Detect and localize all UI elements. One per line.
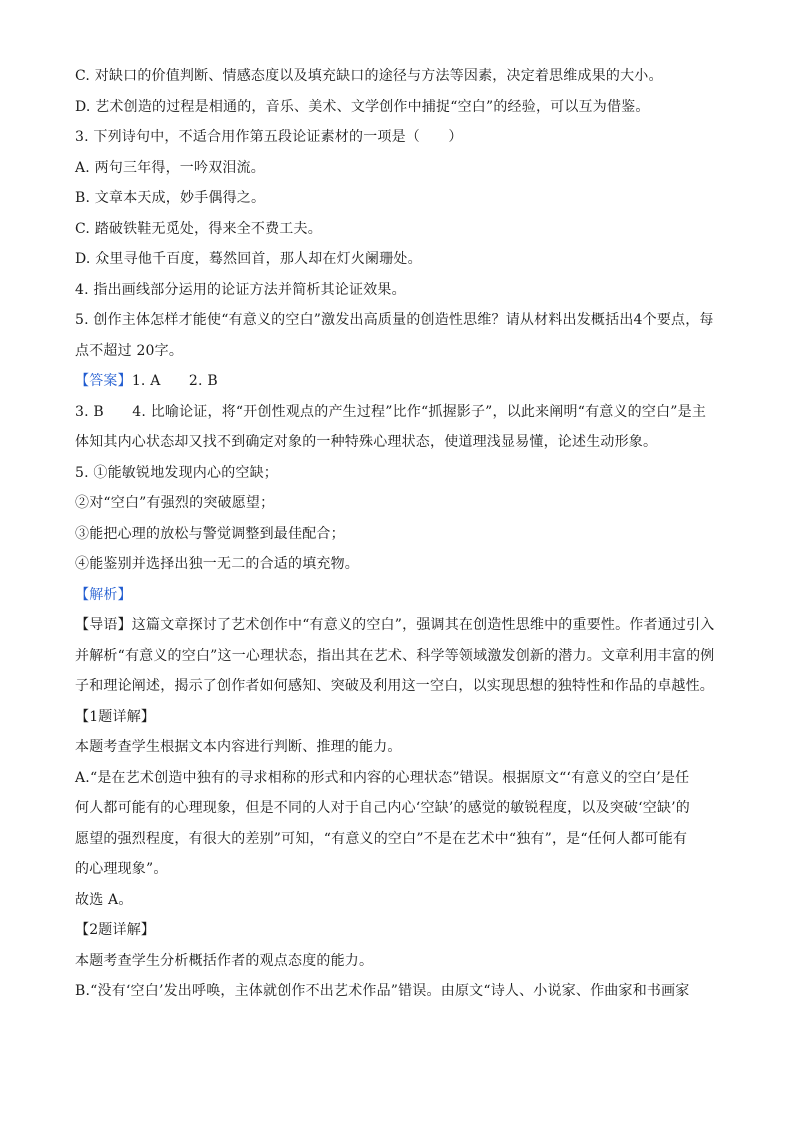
line-text: ④能鉴别并选择出独一无二的合适的填充物。	[75, 556, 359, 572]
line-text: 4. 指出画线部分运用的论证方法并简析其论证效果。	[75, 281, 406, 298]
text-line	[75, 61, 723, 92]
line-text: A.“是在艺术创造中独有的寻求相称的形式和内容的心理状态”错误。根据原文“‘有意义的空白’是任	[75, 769, 690, 786]
text-line	[75, 915, 723, 946]
text-line	[75, 702, 723, 733]
text-line	[75, 671, 723, 702]
line-text: 【1题详解】	[75, 708, 156, 725]
text-line	[75, 885, 723, 916]
text-line	[75, 214, 723, 245]
line-text: 体知其内心状态却又找不到确定对象的一种特殊心理状态，使道理浅显易懂，论述生动形象。	[75, 434, 658, 450]
text-line	[75, 732, 723, 763]
text-line	[75, 519, 723, 550]
text-line	[75, 763, 723, 794]
text-line	[75, 458, 723, 489]
text-line	[75, 854, 723, 885]
text-line	[75, 549, 723, 580]
section-label: 【解析】	[75, 586, 132, 603]
text-line	[75, 275, 723, 306]
line-text: C. 踏破铁鞋无觅处，得来全不费工夫。	[75, 220, 322, 237]
line-text: A. 两句三年得，一吟双泪流。	[75, 159, 266, 176]
line-text: 本题考查学生分析概括作者的观点态度的能力。	[75, 952, 374, 969]
text-line	[75, 946, 723, 977]
line-text: 点不超过 20字。	[75, 342, 184, 359]
line-text: C. 对缺口的价值判断、情感态度以及填充缺口的途径与方法等因素，决定着思维成果的大小。	[75, 68, 663, 84]
text-line	[75, 153, 723, 184]
line-text: 子和理论阐述，揭示了创作者如何感知、突破及利用这一空白，以实现思想的独特性和作品的卓越性。	[75, 678, 714, 694]
text-line	[75, 641, 723, 672]
text-line	[75, 244, 723, 275]
line-text: B.“没有‘空白’发出呼唤，主体就创作不出艺术作品”错误。由原文“诗人、小说家、作曲家和书画家	[75, 983, 690, 999]
text-line	[75, 610, 723, 641]
text-line	[75, 366, 723, 397]
line-text: 【导语】这篇文章探讨了艺术创作中“有意义的空白”，强调其在创造性思维中的重要性。作者通过引入	[75, 617, 715, 633]
line-text: 【2题详解】	[75, 922, 156, 938]
line-text: 1. A 2. B	[131, 373, 218, 389]
section-label: 【答案】	[75, 373, 132, 389]
text-line	[75, 183, 723, 214]
line-text: 何人都可能有的心理现象，但是不同的人对于自己内心‘空缺’的感觉的敏锐程度，以及突破‘空缺’的	[75, 800, 690, 816]
line-text: 故选 A。	[75, 891, 133, 908]
line-text: D. 众里寻他千百度，蓦然回首，那人却在灯火阑珊处。	[75, 251, 422, 267]
line-text: ②对“空白”有强烈的突破愿望；	[75, 495, 275, 511]
line-text: ③能把心理的放松与警觉调整到最佳配合；	[75, 525, 345, 542]
text-line	[75, 92, 723, 123]
text-line	[75, 122, 723, 153]
text-line	[75, 793, 723, 824]
line-text: 的心理现象”。	[75, 861, 168, 877]
text-line	[75, 336, 723, 367]
text-line	[75, 976, 723, 1007]
text-line	[75, 580, 723, 611]
text-line	[75, 824, 723, 855]
document-body	[75, 61, 723, 1007]
text-line	[75, 488, 723, 519]
line-text: 本题考查学生根据文本内容进行判断、推理的能力。	[75, 739, 402, 755]
line-text: 3. 下列诗句中，不适合用作第五段论证素材的一项是（ ）	[75, 129, 463, 145]
line-text: 5. ①能敏锐地发现内心的空缺；	[75, 464, 279, 481]
line-text: D. 艺术创造的过程是相通的，音乐、美术、文学创作中捕捉“空白”的经验，可以互为借鉴。	[75, 98, 650, 115]
line-text: 5. 创作主体怎样才能使“有意义的空白”激发出高质量的创造性思维？请从材料出发概括出4个要点，每	[75, 312, 714, 328]
line-text: 并解析“有意义的空白”这一心理状态，指出其在艺术、科学等领域激发创新的潜力。文章利用丰富的例	[75, 647, 715, 664]
text-line	[75, 397, 723, 428]
line-text: B. 文章本天成，妙手偶得之。	[75, 190, 266, 206]
line-text: 3. B 4. 比喻论证，将“开创性观点的产生过程”比作“抓握影子”，以此来阐明“有意义的空白”是主	[75, 403, 707, 420]
text-line	[75, 427, 723, 458]
line-text: 愿望的强烈程度，有很大的差别”可知，“有意义的空白”不是在艺术中“独有”，是“任何人都可能有	[75, 830, 688, 847]
text-line	[75, 305, 723, 336]
